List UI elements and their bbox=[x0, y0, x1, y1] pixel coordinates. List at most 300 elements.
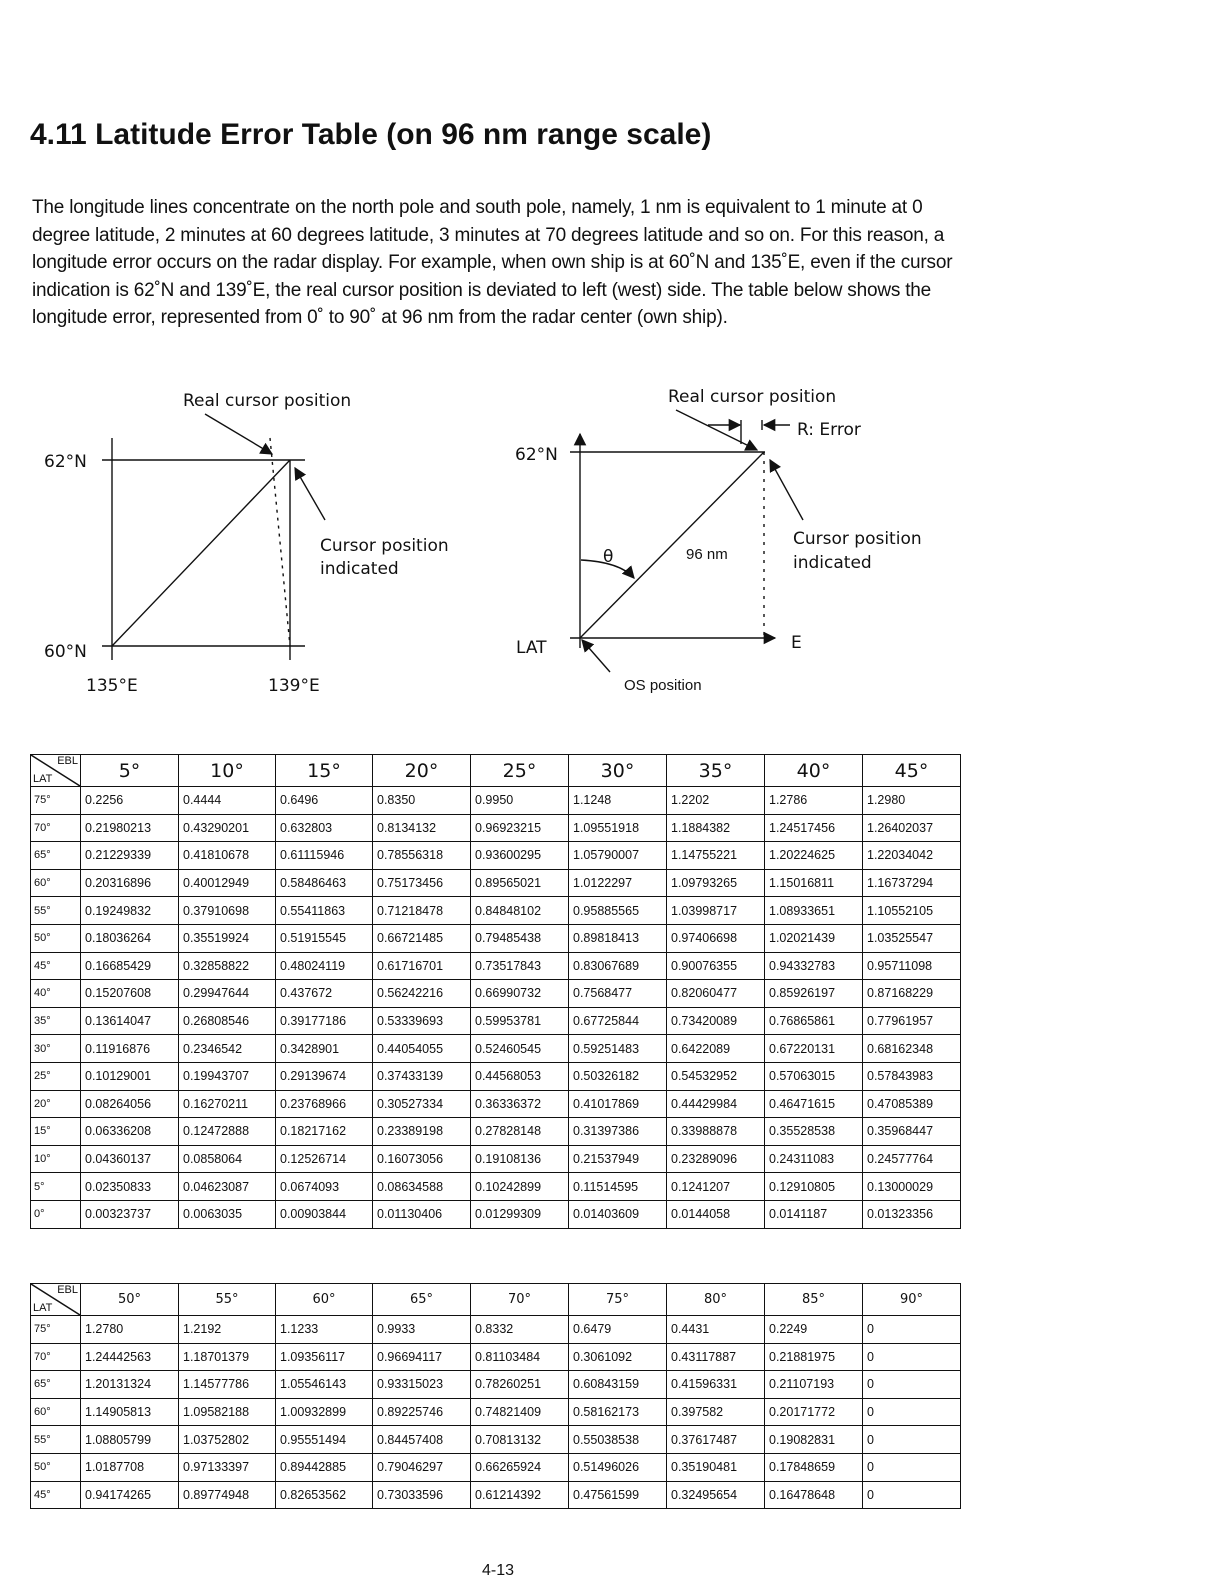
table-cell: 1.1248 bbox=[569, 787, 667, 815]
table-cell: 0 bbox=[863, 1371, 961, 1399]
table-header-row bbox=[31, 1284, 961, 1316]
table-cell: 0.89225746 bbox=[373, 1398, 471, 1426]
table-cell: 1.09551918 bbox=[569, 814, 667, 842]
table-cell: 0.31397386 bbox=[569, 1118, 667, 1146]
table-cell: 0.50326182 bbox=[569, 1062, 667, 1090]
column-header: 75° bbox=[569, 1284, 667, 1316]
left-cursor-indicated-label-1: Cursor position bbox=[320, 536, 449, 556]
table-cell: 0.90076355 bbox=[667, 952, 765, 980]
table-cell: 0.93600295 bbox=[471, 842, 569, 870]
right-real-cursor-label: Real cursor position bbox=[668, 387, 837, 407]
table-cell: 0.44568053 bbox=[471, 1062, 569, 1090]
table-cell: 0.75173456 bbox=[373, 869, 471, 897]
corner-lat-label: LAT bbox=[33, 773, 53, 785]
table-row bbox=[31, 1062, 961, 1090]
table-row bbox=[31, 1007, 961, 1035]
table-cell: 0 bbox=[863, 1316, 961, 1344]
row-lat-label: 30° bbox=[31, 1035, 81, 1063]
left-lat-top-label: 62°N bbox=[44, 452, 87, 472]
table-cell: 0.21537949 bbox=[569, 1145, 667, 1173]
table-cell: 0.55411863 bbox=[276, 897, 373, 925]
table-cell: 0.6496 bbox=[276, 787, 373, 815]
row-lat-label: 5° bbox=[31, 1173, 81, 1201]
table-cell: 1.15016811 bbox=[765, 869, 863, 897]
table-row bbox=[31, 1398, 961, 1426]
table-cell: 0.96694117 bbox=[373, 1343, 471, 1371]
table-cell: 0.29139674 bbox=[276, 1062, 373, 1090]
table-cell: 1.24442563 bbox=[81, 1343, 179, 1371]
table-cell: 0.33988878 bbox=[667, 1118, 765, 1146]
table-row bbox=[31, 1200, 961, 1228]
column-header: 85° bbox=[765, 1284, 863, 1316]
table-cell: 0.84457408 bbox=[373, 1426, 471, 1454]
column-header: 35° bbox=[667, 755, 765, 787]
table-cell: 1.00932899 bbox=[276, 1398, 373, 1426]
table-row bbox=[31, 1035, 961, 1063]
table-cell: 1.02021439 bbox=[765, 924, 863, 952]
table-cell: 0.81103484 bbox=[471, 1343, 569, 1371]
left-real-cursor-label: Real cursor position bbox=[183, 391, 352, 411]
table-cell: 0.73420089 bbox=[667, 1007, 765, 1035]
table-cell: 0.32858822 bbox=[179, 952, 276, 980]
table-cell: 0.44429984 bbox=[667, 1090, 765, 1118]
table-cell: 0.12910805 bbox=[765, 1173, 863, 1201]
table-cell: 0.16270211 bbox=[179, 1090, 276, 1118]
row-lat-label: 15° bbox=[31, 1118, 81, 1146]
table-cell: 0.8332 bbox=[471, 1316, 569, 1344]
table-row bbox=[31, 1316, 961, 1344]
table-cell: 0.01323356 bbox=[863, 1200, 961, 1228]
table-cell: 0.94174265 bbox=[81, 1481, 179, 1509]
table-cell: 0 bbox=[863, 1426, 961, 1454]
table-cell: 1.2780 bbox=[81, 1316, 179, 1344]
table-cell: 1.08933651 bbox=[765, 897, 863, 925]
row-lat-label: 70° bbox=[31, 814, 81, 842]
table-cell: 0.40012949 bbox=[179, 869, 276, 897]
table-cell: 1.09582188 bbox=[179, 1398, 276, 1426]
table-row bbox=[31, 924, 961, 952]
table-cell: 1.05546143 bbox=[276, 1371, 373, 1399]
table-cell: 0.11514595 bbox=[569, 1173, 667, 1201]
table-cell: 1.08805799 bbox=[81, 1426, 179, 1454]
table-cell: 0.77961957 bbox=[863, 1007, 961, 1035]
table-cell: 0.12526714 bbox=[276, 1145, 373, 1173]
table-cell: 0.3061092 bbox=[569, 1343, 667, 1371]
table-cell: 1.05790007 bbox=[569, 842, 667, 870]
table-cell: 1.20224625 bbox=[765, 842, 863, 870]
table-cell: 0.79485438 bbox=[471, 924, 569, 952]
table-cell: 0.61716701 bbox=[373, 952, 471, 980]
table-cell: 0.35519924 bbox=[179, 924, 276, 952]
column-header: 30° bbox=[569, 755, 667, 787]
table-cell: 0.24311083 bbox=[765, 1145, 863, 1173]
table-cell: 0.83067689 bbox=[569, 952, 667, 980]
table-cell: 0.94332783 bbox=[765, 952, 863, 980]
table-cell: 0.41810678 bbox=[179, 842, 276, 870]
table-cell: 0.89774948 bbox=[179, 1481, 276, 1509]
table-cell: 0.21229339 bbox=[81, 842, 179, 870]
row-lat-label: 65° bbox=[31, 1371, 81, 1399]
table-cell: 1.09356117 bbox=[276, 1343, 373, 1371]
table-cell: 0.87168229 bbox=[863, 980, 961, 1008]
table-cell: 0.73033596 bbox=[373, 1481, 471, 1509]
table-corner-cell bbox=[31, 755, 81, 787]
table-cell: 0.97406698 bbox=[667, 924, 765, 952]
table-cell: 0.00323737 bbox=[81, 1200, 179, 1228]
table-cell: 1.20131324 bbox=[81, 1371, 179, 1399]
table-cell: 0.41596331 bbox=[667, 1371, 765, 1399]
table-cell: 1.24517456 bbox=[765, 814, 863, 842]
table-row bbox=[31, 1145, 961, 1173]
table-cell: 0.57063015 bbox=[765, 1062, 863, 1090]
table-row bbox=[31, 1453, 961, 1481]
table-cell: 1.2980 bbox=[863, 787, 961, 815]
row-lat-label: 35° bbox=[31, 1007, 81, 1035]
table-cell: 0.89442885 bbox=[276, 1453, 373, 1481]
table-cell: 0.96923215 bbox=[471, 814, 569, 842]
table-row bbox=[31, 1426, 961, 1454]
table-cell: 0.58486463 bbox=[276, 869, 373, 897]
table-cell: 0.76865861 bbox=[765, 1007, 863, 1035]
column-header: 80° bbox=[667, 1284, 765, 1316]
table-cell: 0.08634588 bbox=[373, 1173, 471, 1201]
table-header-row bbox=[31, 755, 961, 787]
table-cell: 0.632803 bbox=[276, 814, 373, 842]
table-cell: 0.95551494 bbox=[276, 1426, 373, 1454]
column-header: 40° bbox=[765, 755, 863, 787]
table-cell: 0.11916876 bbox=[81, 1035, 179, 1063]
table-cell: 0.74821409 bbox=[471, 1398, 569, 1426]
table-cell: 0.95711098 bbox=[863, 952, 961, 980]
table-cell: 1.22034042 bbox=[863, 842, 961, 870]
row-lat-label: 45° bbox=[31, 952, 81, 980]
table-cell: 0.2256 bbox=[81, 787, 179, 815]
column-header: 90° bbox=[863, 1284, 961, 1316]
table-cell: 0.46471615 bbox=[765, 1090, 863, 1118]
table-row bbox=[31, 1090, 961, 1118]
table-cell: 0.0141187 bbox=[765, 1200, 863, 1228]
table-cell: 0.19943707 bbox=[179, 1062, 276, 1090]
table-cell: 0.4431 bbox=[667, 1316, 765, 1344]
table-cell: 1.14755221 bbox=[667, 842, 765, 870]
row-lat-label: 60° bbox=[31, 869, 81, 897]
intro-paragraph: The longitude lines concentrate on the north pole and south pole, namely, 1 nm is equivalent to 1 minute at 0 degree latitude, 2 minutes at 60 degrees latitude, 3 minutes at 70 degrees latitude and so on. For this reason, a longitude error occurs on the radar display. For example, when own ship is at 60˚N and 135˚E, even if the cursor indication is 62˚N and 139˚E, the real cursor position is deviated to left (west) side. The table below shows the longitude error, represented from 0˚ to 90˚ at 96 nm from the radar center (own ship). bbox=[32, 197, 953, 328]
table-cell: 0.78556318 bbox=[373, 842, 471, 870]
os-position-label: OS position bbox=[624, 677, 702, 694]
table-cell: 0.8134132 bbox=[373, 814, 471, 842]
right-cursor-indicated-label-2: indicated bbox=[793, 553, 872, 573]
table-row bbox=[31, 980, 961, 1008]
table-cell: 0.37910698 bbox=[179, 897, 276, 925]
table-cell: 0.58162173 bbox=[569, 1398, 667, 1426]
table-cell: 0.82060477 bbox=[667, 980, 765, 1008]
table-cell: 0.00903844 bbox=[276, 1200, 373, 1228]
table-cell: 0.59953781 bbox=[471, 1007, 569, 1035]
table-cell: 0.19108136 bbox=[471, 1145, 569, 1173]
table-cell: 0.85926197 bbox=[765, 980, 863, 1008]
table-cell: 0.01403609 bbox=[569, 1200, 667, 1228]
table-cell: 0.2346542 bbox=[179, 1035, 276, 1063]
table-cell: 0.13614047 bbox=[81, 1007, 179, 1035]
right-lat-top-label: 62°N bbox=[515, 445, 558, 465]
table-cell: 0.01299309 bbox=[471, 1200, 569, 1228]
row-lat-label: 50° bbox=[31, 924, 81, 952]
table-cell: 0.23289096 bbox=[667, 1145, 765, 1173]
corner-lat-label: LAT bbox=[33, 1302, 53, 1314]
table-cell: 0.08264056 bbox=[81, 1090, 179, 1118]
table-cell: 0.73517843 bbox=[471, 952, 569, 980]
column-header: 45° bbox=[863, 755, 961, 787]
table-cell: 0.04360137 bbox=[81, 1145, 179, 1173]
column-header: 70° bbox=[471, 1284, 569, 1316]
table-cell: 0.39177186 bbox=[276, 1007, 373, 1035]
table-cell: 0.35528538 bbox=[765, 1118, 863, 1146]
table-cell: 0.19082831 bbox=[765, 1426, 863, 1454]
row-lat-label: 0° bbox=[31, 1200, 81, 1228]
column-header: 50° bbox=[81, 1284, 179, 1316]
row-lat-label: 10° bbox=[31, 1145, 81, 1173]
table-cell: 1.18701379 bbox=[179, 1343, 276, 1371]
table-cell: 0.7568477 bbox=[569, 980, 667, 1008]
table-cell: 0.04623087 bbox=[179, 1173, 276, 1201]
table-cell: 1.09793265 bbox=[667, 869, 765, 897]
table-cell: 0.21881975 bbox=[765, 1343, 863, 1371]
table-cell: 1.2192 bbox=[179, 1316, 276, 1344]
table-cell: 0.01130406 bbox=[373, 1200, 471, 1228]
table-cell: 0.17848659 bbox=[765, 1453, 863, 1481]
table-cell: 0.18217162 bbox=[276, 1118, 373, 1146]
corner-ebl-label: EBL bbox=[57, 1284, 78, 1296]
table-cell: 0.61115946 bbox=[276, 842, 373, 870]
row-lat-label: 45° bbox=[31, 1481, 81, 1509]
table-row bbox=[31, 897, 961, 925]
table-cell: 1.0187708 bbox=[81, 1453, 179, 1481]
table-cell: 0.19249832 bbox=[81, 897, 179, 925]
table-cell: 0.0144058 bbox=[667, 1200, 765, 1228]
right-error-label: R: Error bbox=[797, 420, 861, 440]
table-cell: 0.06336208 bbox=[81, 1118, 179, 1146]
table-cell: 0.44054055 bbox=[373, 1035, 471, 1063]
table-cell: 1.03998717 bbox=[667, 897, 765, 925]
table-cell: 0.9933 bbox=[373, 1316, 471, 1344]
table-cell: 1.1233 bbox=[276, 1316, 373, 1344]
table-cell: 0.95885565 bbox=[569, 897, 667, 925]
table-cell: 0.30527334 bbox=[373, 1090, 471, 1118]
row-lat-label: 60° bbox=[31, 1398, 81, 1426]
table-cell: 1.0122297 bbox=[569, 869, 667, 897]
table-cell: 0.0858064 bbox=[179, 1145, 276, 1173]
table-cell: 0.8350 bbox=[373, 787, 471, 815]
table-row bbox=[31, 1371, 961, 1399]
table-row bbox=[31, 814, 961, 842]
table-row bbox=[31, 787, 961, 815]
table-cell: 0.10129001 bbox=[81, 1062, 179, 1090]
right-east-label: E bbox=[791, 633, 802, 653]
table-cell: 0.3428901 bbox=[276, 1035, 373, 1063]
column-header: 15° bbox=[276, 755, 373, 787]
row-lat-label: 65° bbox=[31, 842, 81, 870]
table-cell: 0.20171772 bbox=[765, 1398, 863, 1426]
table-cell: 0.66990732 bbox=[471, 980, 569, 1008]
row-lat-label: 55° bbox=[31, 1426, 81, 1454]
table-cell: 0.53339693 bbox=[373, 1007, 471, 1035]
table-cell: 0.37617487 bbox=[667, 1426, 765, 1454]
table-cell: 0.397582 bbox=[667, 1398, 765, 1426]
page-number: 4-13 bbox=[482, 1562, 515, 1579]
table-cell: 0.16478648 bbox=[765, 1481, 863, 1509]
table-cell: 0.67725844 bbox=[569, 1007, 667, 1035]
table-cell: 0.84848102 bbox=[471, 897, 569, 925]
table-cell: 0.0063035 bbox=[179, 1200, 276, 1228]
table-cell: 0.6479 bbox=[569, 1316, 667, 1344]
latitude-error-table-1 bbox=[30, 754, 961, 1229]
table-cell: 0.35190481 bbox=[667, 1453, 765, 1481]
table-cell: 0.21980213 bbox=[81, 814, 179, 842]
table-cell: 0.51915545 bbox=[276, 924, 373, 952]
table-cell: 0.0674093 bbox=[276, 1173, 373, 1201]
table-cell: 0 bbox=[863, 1481, 961, 1509]
table-cell: 0.36336372 bbox=[471, 1090, 569, 1118]
table-cell: 0.35968447 bbox=[863, 1118, 961, 1146]
table-cell: 0.10242899 bbox=[471, 1173, 569, 1201]
table-cell: 0.9950 bbox=[471, 787, 569, 815]
table-cell: 0.20316896 bbox=[81, 869, 179, 897]
column-header: 5° bbox=[81, 755, 179, 787]
table-cell: 0.21107193 bbox=[765, 1371, 863, 1399]
table-row bbox=[31, 869, 961, 897]
table-cell: 0.79046297 bbox=[373, 1453, 471, 1481]
table-cell: 0.1241207 bbox=[667, 1173, 765, 1201]
table-cell: 0.78260251 bbox=[471, 1371, 569, 1399]
table-cell: 1.2786 bbox=[765, 787, 863, 815]
table-cell: 1.14577786 bbox=[179, 1371, 276, 1399]
table-cell: 0.24577764 bbox=[863, 1145, 961, 1173]
right-cursor-indicated-label-1: Cursor position bbox=[793, 529, 922, 549]
column-header: 60° bbox=[276, 1284, 373, 1316]
right-diagram bbox=[570, 410, 803, 672]
table-row bbox=[31, 1173, 961, 1201]
table-cell: 0.47085389 bbox=[863, 1090, 961, 1118]
left-cursor-indicated-label-2: indicated bbox=[320, 559, 399, 579]
table-cell: 1.03525547 bbox=[863, 924, 961, 952]
table-cell: 0.61214392 bbox=[471, 1481, 569, 1509]
left-lon-right-label: 139°E bbox=[268, 676, 320, 696]
column-header: 55° bbox=[179, 1284, 276, 1316]
table-cell: 1.26402037 bbox=[863, 814, 961, 842]
table-cell: 0.12472888 bbox=[179, 1118, 276, 1146]
table-cell: 0.57843983 bbox=[863, 1062, 961, 1090]
table-cell: 0.66721485 bbox=[373, 924, 471, 952]
column-header: 25° bbox=[471, 755, 569, 787]
row-lat-label: 75° bbox=[31, 1316, 81, 1344]
table-cell: 0.97133397 bbox=[179, 1453, 276, 1481]
table-cell: 0.93315023 bbox=[373, 1371, 471, 1399]
table-row bbox=[31, 1118, 961, 1146]
table-cell: 0.51496026 bbox=[569, 1453, 667, 1481]
distance-label: 96 nm bbox=[686, 546, 728, 563]
right-lat-label: LAT bbox=[516, 638, 547, 658]
table-cell: 0.32495654 bbox=[667, 1481, 765, 1509]
table-cell: 0 bbox=[863, 1343, 961, 1371]
row-lat-label: 55° bbox=[31, 897, 81, 925]
table-cell: 0.66265924 bbox=[471, 1453, 569, 1481]
table-cell: 0.41017869 bbox=[569, 1090, 667, 1118]
table-cell: 1.03752802 bbox=[179, 1426, 276, 1454]
left-lat-bottom-label: 60°N bbox=[44, 642, 87, 662]
table-cell: 0.437672 bbox=[276, 980, 373, 1008]
table-cell: 1.1884382 bbox=[667, 814, 765, 842]
table-cell: 0.43290201 bbox=[179, 814, 276, 842]
cursor-error-diagram bbox=[0, 370, 1224, 710]
table-cell: 0.60843159 bbox=[569, 1371, 667, 1399]
row-lat-label: 20° bbox=[31, 1090, 81, 1118]
table-cell: 0.27828148 bbox=[471, 1118, 569, 1146]
table-cell: 0.59251483 bbox=[569, 1035, 667, 1063]
row-lat-label: 75° bbox=[31, 787, 81, 815]
table-cell: 0.4444 bbox=[179, 787, 276, 815]
table-row bbox=[31, 1481, 961, 1509]
table-cell: 0.68162348 bbox=[863, 1035, 961, 1063]
theta-label: θ bbox=[603, 547, 614, 567]
table-cell: 1.14905813 bbox=[81, 1398, 179, 1426]
table-cell: 0.56242216 bbox=[373, 980, 471, 1008]
table-cell: 0.82653562 bbox=[276, 1481, 373, 1509]
table-corner-cell bbox=[31, 1284, 81, 1316]
table-cell: 0.71218478 bbox=[373, 897, 471, 925]
table-cell: 0.67220131 bbox=[765, 1035, 863, 1063]
table-cell: 0.43117887 bbox=[667, 1343, 765, 1371]
row-lat-label: 50° bbox=[31, 1453, 81, 1481]
table-row bbox=[31, 952, 961, 980]
table-row bbox=[31, 842, 961, 870]
table-cell: 0.13000029 bbox=[863, 1173, 961, 1201]
table-cell: 1.10552105 bbox=[863, 897, 961, 925]
table-cell: 1.2202 bbox=[667, 787, 765, 815]
table-cell: 0.48024119 bbox=[276, 952, 373, 980]
table-cell: 0.89565021 bbox=[471, 869, 569, 897]
table-cell: 0.89818413 bbox=[569, 924, 667, 952]
left-lon-left-label: 135°E bbox=[86, 676, 138, 696]
corner-ebl-label: EBL bbox=[57, 755, 78, 767]
latitude-error-table-2 bbox=[30, 1283, 961, 1509]
table-cell: 0.15207608 bbox=[81, 980, 179, 1008]
table-cell: 0.29947644 bbox=[179, 980, 276, 1008]
page-title: 4.11 Latitude Error Table (on 96 nm range scale) bbox=[30, 118, 712, 151]
table-row bbox=[31, 1343, 961, 1371]
table-cell: 0 bbox=[863, 1398, 961, 1426]
table-cell: 0.23768966 bbox=[276, 1090, 373, 1118]
table-cell: 0.52460545 bbox=[471, 1035, 569, 1063]
table-cell: 1.16737294 bbox=[863, 869, 961, 897]
table-cell: 0.54532952 bbox=[667, 1062, 765, 1090]
row-lat-label: 40° bbox=[31, 980, 81, 1008]
table-cell: 0.02350833 bbox=[81, 1173, 179, 1201]
table-cell: 0.37433139 bbox=[373, 1062, 471, 1090]
table-cell: 0.16073056 bbox=[373, 1145, 471, 1173]
left-diagram bbox=[102, 414, 325, 660]
table-cell: 0.2249 bbox=[765, 1316, 863, 1344]
column-header: 65° bbox=[373, 1284, 471, 1316]
column-header: 20° bbox=[373, 755, 471, 787]
table-cell: 0 bbox=[863, 1453, 961, 1481]
table-cell: 0.70813132 bbox=[471, 1426, 569, 1454]
row-lat-label: 25° bbox=[31, 1062, 81, 1090]
table-cell: 0.26808546 bbox=[179, 1007, 276, 1035]
table-cell: 0.6422089 bbox=[667, 1035, 765, 1063]
row-lat-label: 70° bbox=[31, 1343, 81, 1371]
table-cell: 0.18036264 bbox=[81, 924, 179, 952]
column-header: 10° bbox=[179, 755, 276, 787]
